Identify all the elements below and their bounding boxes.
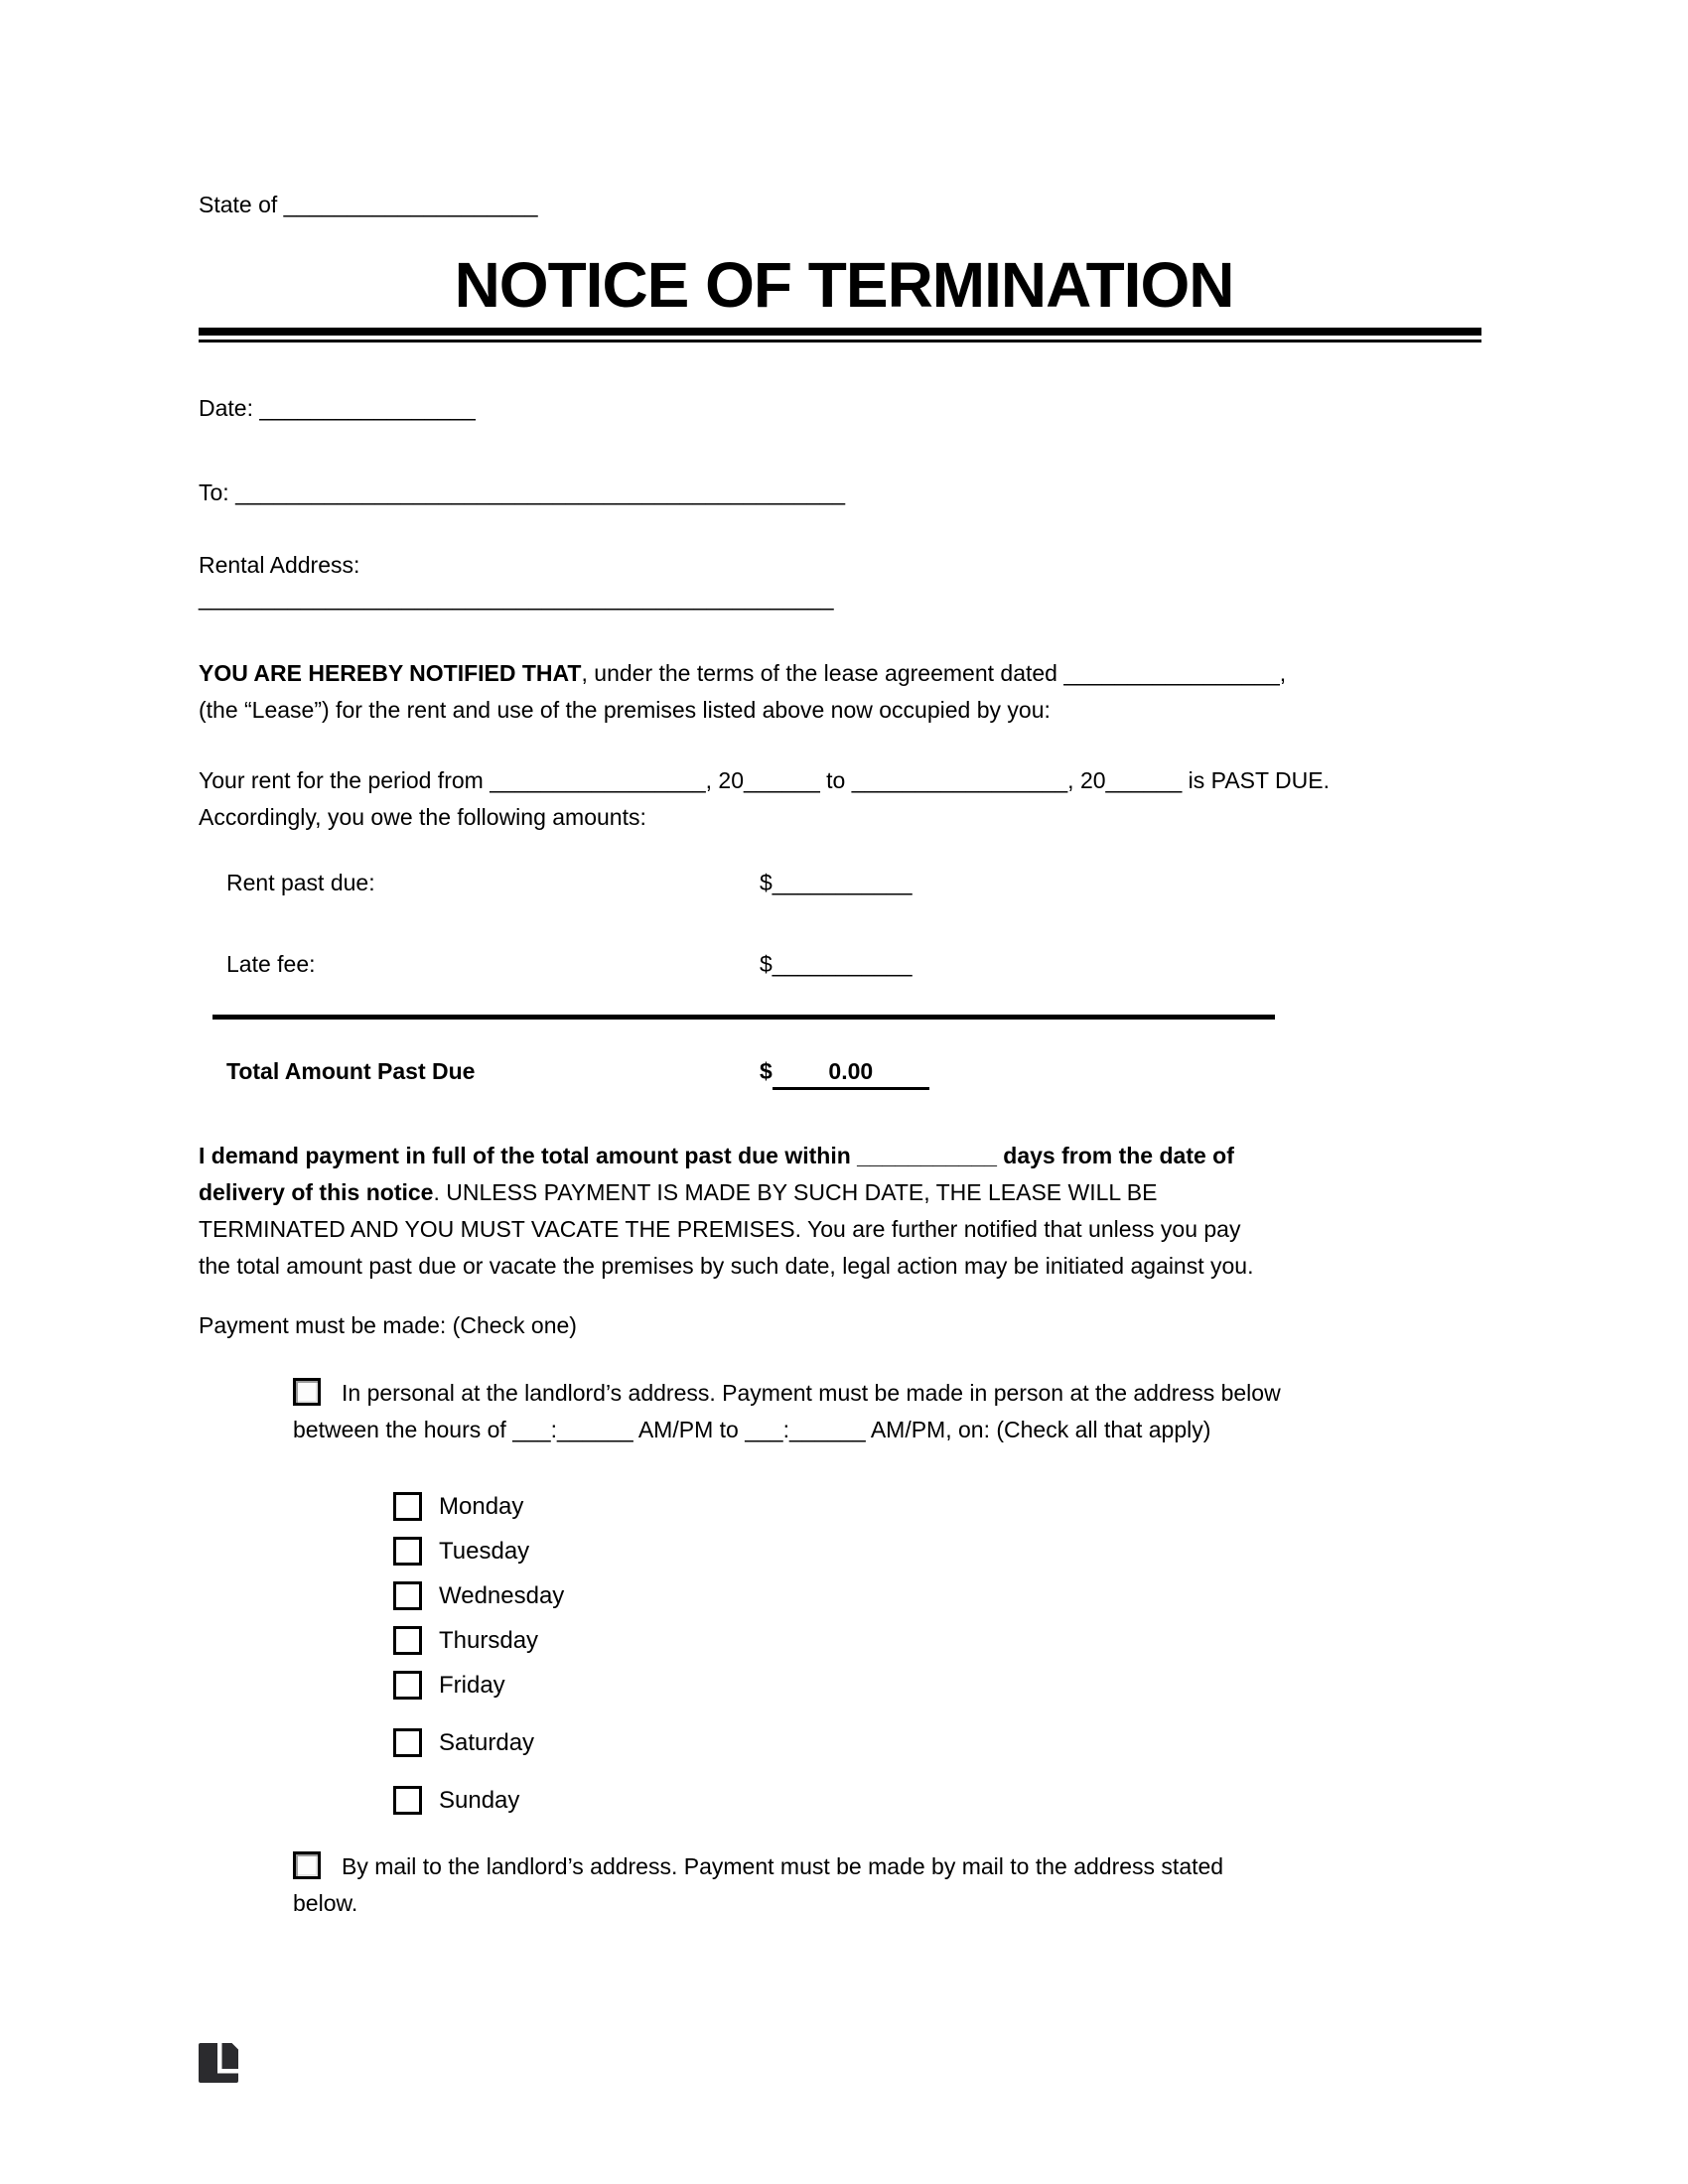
date-label: Date: xyxy=(199,395,253,421)
demand-paragraph xyxy=(199,1138,1519,1285)
day-label: Wednesday xyxy=(439,1581,565,1609)
demand-line-4: the total amount past due or vacate the premises by such date, legal action may be initiated against you. xyxy=(199,1253,1254,1279)
option-in-person-line-2: between the hours of ___:______ AM/PM to ___:______ AM/PM, on: (Check all that apply) xyxy=(293,1417,1211,1442)
to-blank[interactable]: ________________________________________________ xyxy=(235,479,846,505)
date-blank[interactable]: _________________ xyxy=(259,395,476,421)
state-of-blank[interactable]: ____________________ xyxy=(283,192,538,217)
title-rule-thin xyxy=(199,340,1481,342)
late-fee-label: Late fee: xyxy=(226,951,316,977)
option-by-mail-line-1: By mail to the landlord’s address. Payment must be made by mail to the address stated xyxy=(293,1848,1504,1885)
total-amount-blank[interactable]: 0.00 xyxy=(773,1058,929,1090)
amounts-divider xyxy=(212,1015,1275,1020)
day-label: Friday xyxy=(439,1671,505,1699)
total-amount-value xyxy=(760,1058,929,1090)
rental-address-label: Rental Address: xyxy=(199,552,360,578)
late-fee-blank[interactable]: $___________ xyxy=(760,951,913,977)
day-row-thursday xyxy=(393,1626,564,1655)
notified-line-2: (the “Lease”) for the rent and use of the premises listed above now occupied by you: xyxy=(199,697,1051,723)
option-in-person xyxy=(293,1375,1504,1448)
notified-line-1: YOU ARE HEREBY NOTIFIED THAT, under the terms of the lease agreement dated _________________, xyxy=(199,660,1287,686)
date-line xyxy=(199,395,476,422)
option-in-person-line-1: In personal at the landlord’s address. Payment must be made in person at the address below xyxy=(293,1375,1504,1412)
by-mail-checkbox[interactable] xyxy=(293,1851,321,1879)
day-row-saturday xyxy=(393,1728,564,1757)
legal-templates-logo-icon xyxy=(199,2043,238,2083)
total-amount-label: Total Amount Past Due xyxy=(226,1058,476,1084)
wednesday-checkbox[interactable] xyxy=(393,1581,422,1610)
days-checklist xyxy=(393,1492,564,1831)
to-line xyxy=(199,479,845,506)
notified-paragraph xyxy=(199,655,1509,729)
day-row-sunday xyxy=(393,1786,564,1815)
option-by-mail-line-2: below. xyxy=(293,1890,358,1916)
saturday-checkbox[interactable] xyxy=(393,1728,422,1757)
friday-checkbox[interactable] xyxy=(393,1671,422,1700)
day-row-monday xyxy=(393,1492,564,1521)
rent-period-line-2: Accordingly, you owe the following amounts: xyxy=(199,804,646,830)
day-row-friday xyxy=(393,1671,564,1700)
rent-period-line-1: Your rent for the period from _________________, 20______ to _________________, 20______ is PAST DUE. xyxy=(199,767,1330,793)
day-row-wednesday xyxy=(393,1581,564,1610)
option-by-mail xyxy=(293,1848,1504,1922)
demand-line-1: I demand payment in full of the total amount past due within ___________ days from the date of xyxy=(199,1143,1234,1168)
day-label: Tuesday xyxy=(439,1537,530,1565)
title-rule-thick xyxy=(199,328,1481,336)
rent-past-due-blank[interactable]: $___________ xyxy=(760,870,913,895)
rent-past-due-label: Rent past due: xyxy=(226,870,375,895)
page-title: NOTICE OF TERMINATION xyxy=(454,249,1234,321)
in-person-checkbox[interactable] xyxy=(293,1378,321,1406)
day-label: Saturday xyxy=(439,1728,535,1756)
rental-address-blank[interactable]: __________________________________________________ xyxy=(199,585,834,611)
state-of-line xyxy=(199,192,538,218)
to-label: To: xyxy=(199,479,229,505)
thursday-checkbox[interactable] xyxy=(393,1626,422,1655)
day-label: Thursday xyxy=(439,1626,539,1654)
rent-period-paragraph xyxy=(199,762,1509,836)
payment-method-label: Payment must be made: (Check one) xyxy=(199,1312,577,1338)
day-label: Sunday xyxy=(439,1786,520,1814)
sunday-checkbox[interactable] xyxy=(393,1786,422,1815)
demand-line-2: delivery of this notice. UNLESS PAYMENT IS MADE BY SUCH DATE, THE LEASE WILL BE xyxy=(199,1179,1158,1205)
monday-checkbox[interactable] xyxy=(393,1492,422,1521)
state-of-label: State of xyxy=(199,192,278,217)
day-row-tuesday xyxy=(393,1537,564,1566)
total-currency-sign: $ xyxy=(760,1058,773,1084)
demand-line-3: TERMINATED AND YOU MUST VACATE THE PREMISES. You are further notified that unless you pay xyxy=(199,1216,1241,1242)
day-label: Monday xyxy=(439,1492,524,1520)
tuesday-checkbox[interactable] xyxy=(393,1537,422,1566)
